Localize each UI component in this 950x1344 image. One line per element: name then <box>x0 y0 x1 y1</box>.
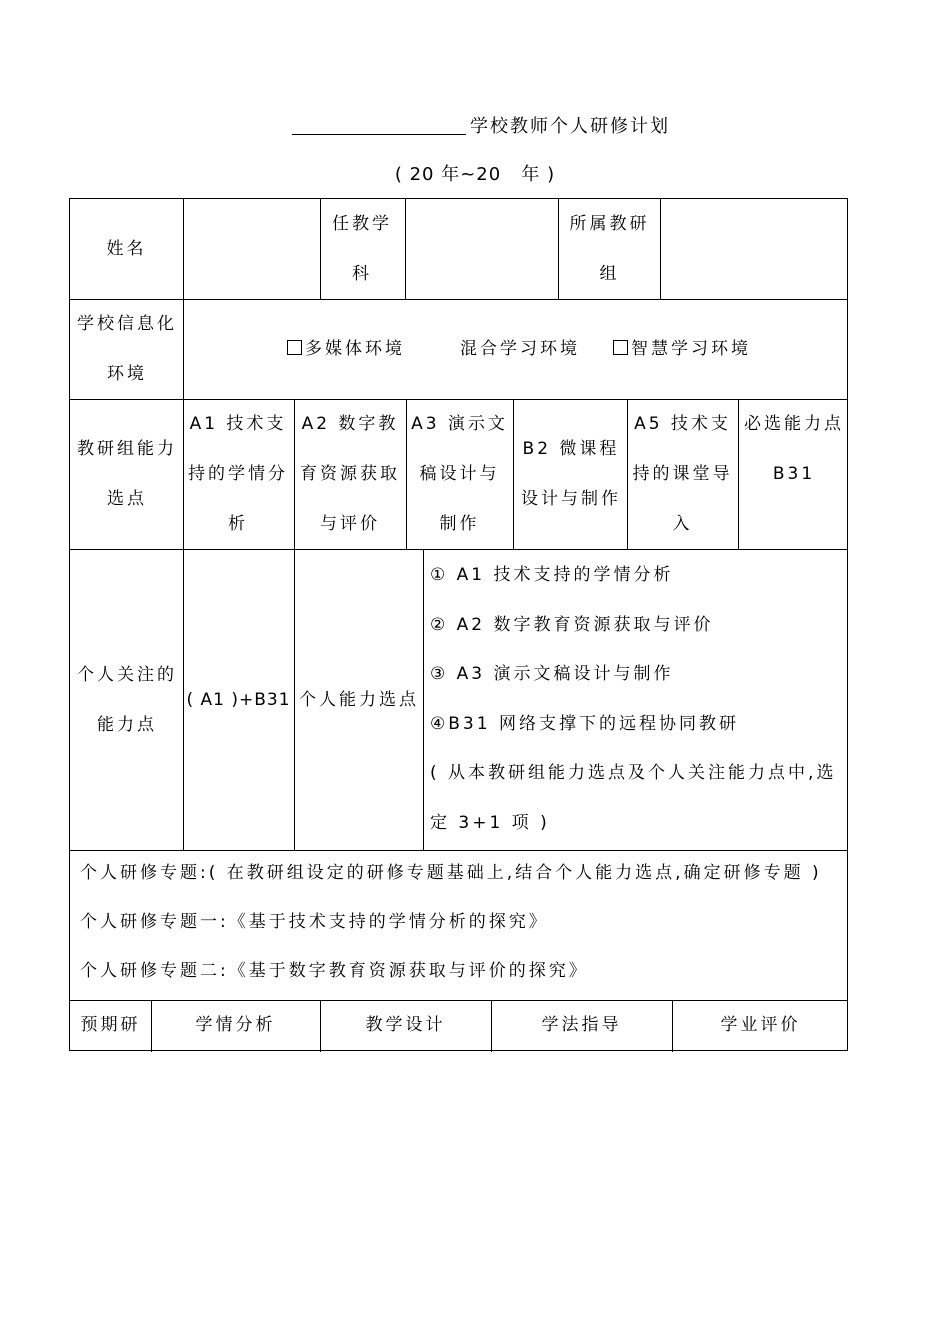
selection-label: 个人能力选点 <box>299 689 419 710</box>
col-divider <box>183 399 184 549</box>
group-value[interactable] <box>660 199 849 299</box>
document-title: 学校教师个人研修计划 <box>470 116 670 137</box>
ability-item-required: 必选能力点B31 <box>744 414 844 484</box>
expected-col-1: 学情分析 <box>195 1015 276 1035</box>
topic-two: 个人研修专题二:《基于数字教育资源获取与评价的探究》 <box>80 961 589 981</box>
document-title-row <box>0 110 950 140</box>
name-value[interactable] <box>183 199 320 299</box>
col-divider <box>423 549 424 850</box>
col-divider <box>627 399 628 549</box>
expected-col-2: 教学设计 <box>365 1015 446 1035</box>
ability-selection-list <box>430 551 845 848</box>
col-divider <box>513 399 514 549</box>
personal-focus-value: ( A1 )+B31 <box>186 689 291 710</box>
topic-one: 个人研修专题一:《基于技术支持的学情分析的探究》 <box>80 912 549 932</box>
list-item: ② A2 数字教育资源获取与评价 <box>430 614 714 635</box>
list-item: ① A1 技术支持的学情分析 <box>430 565 674 585</box>
env-option-smart[interactable]: 智慧学习环境 <box>613 324 751 374</box>
ability-item: A3 演示文稿设计与制作 <box>411 414 508 534</box>
env-label: 学校信息化环境 <box>77 314 177 384</box>
research-topics <box>80 849 840 996</box>
expected-label: 预期研 <box>80 1015 141 1035</box>
group-ability-label: 教研组能力选点 <box>77 439 177 509</box>
env-option-multimedia[interactable]: 多媒体环境 <box>287 324 405 374</box>
group-label: 所属教研组 <box>569 214 650 284</box>
env-options <box>183 299 849 399</box>
col-divider <box>294 549 295 850</box>
plan-table <box>69 198 848 1051</box>
subject-label: 任教学科 <box>332 214 392 284</box>
ability-item: A5 技术支持的课堂导入 <box>632 414 733 534</box>
ability-item: B2 微课程设计与制作 <box>521 439 621 509</box>
name-label: 姓名 <box>106 239 147 259</box>
ability-item: A1 技术支持的学情分析 <box>188 414 288 534</box>
subject-value[interactable] <box>405 199 558 299</box>
ability-item: A2 数字教育资源获取与评价 <box>300 414 400 534</box>
selection-note: ( 从本教研组能力选点及个人关注能力点中,选定 3+1 项 ) <box>430 763 837 833</box>
list-item: ③ A3 演示文稿设计与制作 <box>430 664 674 684</box>
col-divider <box>406 399 407 549</box>
col-divider <box>558 199 559 299</box>
personal-focus-label: 个人关注的能力点 <box>77 664 177 735</box>
checkbox-icon[interactable] <box>613 340 628 355</box>
col-divider <box>320 199 321 299</box>
topics-intro: 个人研修专题:( 在教研组设定的研修专题基础上,结合个人能力选点,确定研修专题 ) <box>80 863 822 883</box>
school-name-blank <box>292 134 466 135</box>
expected-col-3: 学法指导 <box>541 1015 622 1035</box>
expected-col-4: 学业评价 <box>720 1015 801 1035</box>
col-divider <box>294 399 295 549</box>
list-item: ④B31 网络支撑下的远程协同教研 <box>430 713 739 734</box>
checkbox-icon[interactable] <box>287 340 302 355</box>
year-range: ( 20 年~20 年 ) <box>394 164 556 185</box>
env-option-hybrid[interactable]: 混合学习环境 <box>460 339 580 359</box>
col-divider <box>738 399 739 549</box>
